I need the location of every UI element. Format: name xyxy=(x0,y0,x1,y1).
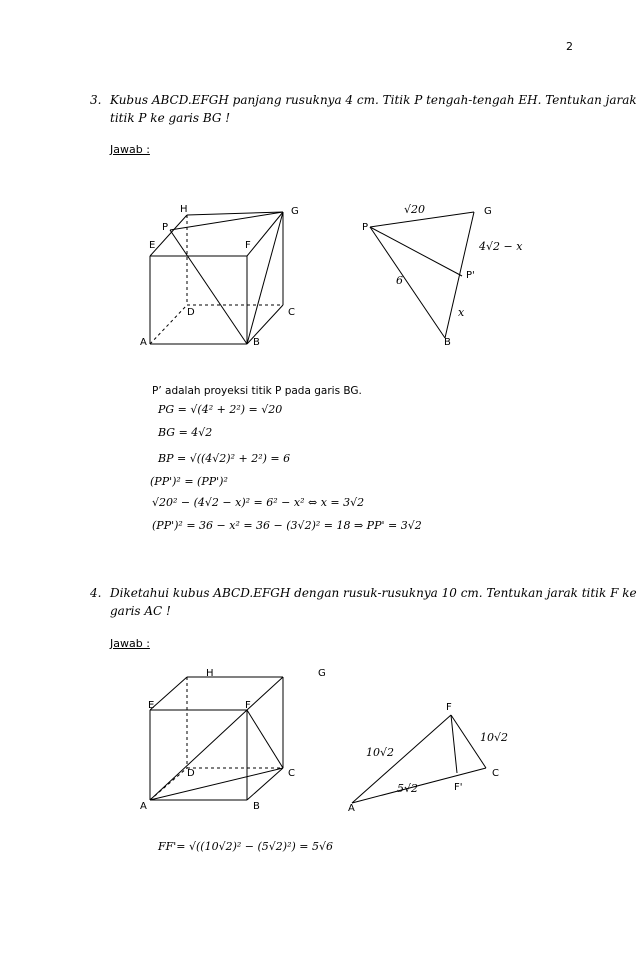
tri1-side-right: 4√2 − x xyxy=(479,240,523,253)
problem-4-answer-label: Jawab : xyxy=(110,637,150,650)
tri2-label-F: F xyxy=(446,702,452,713)
cube1-label-D: D xyxy=(187,307,195,318)
cube2-label-H: H xyxy=(206,668,214,679)
cube2-label-C: C xyxy=(288,768,295,779)
page-number: 2 xyxy=(566,40,573,53)
problem-3-answer-label: Jawab : xyxy=(110,143,150,156)
cube1-label-C: C xyxy=(288,307,295,318)
tri1-side-bottom: x xyxy=(458,306,465,319)
cube2-label-D: D xyxy=(187,768,195,779)
cube1-label-A: A xyxy=(140,337,147,348)
problem-3-number: 3. xyxy=(90,93,102,107)
tri1-side-top: √20 xyxy=(404,203,426,216)
cube-diagram-2 xyxy=(150,677,283,800)
problem-3-text-line2: titik P ke garis BG ! xyxy=(110,111,231,125)
problem-3-step-2: BG = 4√2 xyxy=(158,426,213,439)
cube2-label-A: A xyxy=(140,801,147,812)
cube1-label-E: E xyxy=(149,240,156,251)
tri2-label-A: A xyxy=(348,803,355,814)
problem-4-number: 4. xyxy=(90,586,102,600)
problem-3-step-5: √20² − (4√2 − x)² = 6² − x² ⇔ x = 3√2 xyxy=(152,496,365,509)
tri2-label-C: C xyxy=(492,768,499,779)
cube2-label-F: F xyxy=(245,700,251,711)
problem-3-note: P’ adalah proyeksi titik P pada garis BG. xyxy=(152,385,362,397)
problem-3-step-1: PG = √(4² + 2²) = √20 xyxy=(158,403,283,416)
cube1-label-H: H xyxy=(180,204,188,215)
tri2-side-bottom: 5√2 xyxy=(397,782,419,795)
cube2-label-G: G xyxy=(318,668,326,679)
cube1-label-F: F xyxy=(245,240,251,251)
problem-3-step-4: (PP')² = (PP')² xyxy=(150,475,228,488)
cube1-label-G: G xyxy=(291,206,299,217)
triangle-diagram-2 xyxy=(352,715,486,803)
tri1-label-P: P xyxy=(362,222,369,233)
problem-4-text-line2: garis AC ! xyxy=(110,604,171,618)
problem-3-step-6: (PP')² = 36 − x² = 36 − (3√2)² = 18 ⇒ PP' = 3√2 xyxy=(152,519,422,532)
cube1-label-B: B xyxy=(253,337,260,348)
problem-3-step-3: BP = √((4√2)² + 2²) = 6 xyxy=(158,452,291,465)
triangle-diagram-1 xyxy=(370,212,474,338)
problem-3-text-line1: Kubus ABCD.EFGH panjang rusuknya 4 cm. Titik P tengah-tengah EH. Tentukan jarak xyxy=(110,93,637,107)
tri2-side-left: 10√2 xyxy=(366,746,395,759)
tri2-side-right: 10√2 xyxy=(480,731,509,744)
cube-diagram-1 xyxy=(150,212,283,344)
cube1-label-P: P xyxy=(162,222,169,233)
tri1-label-B: B xyxy=(444,337,451,348)
tri1-label-G: G xyxy=(484,206,492,217)
tri1-label-Pprime: P' xyxy=(466,270,475,281)
tri1-side-left: 6 xyxy=(396,274,403,287)
cube2-label-B: B xyxy=(253,801,260,812)
tri2-label-Fprime: F' xyxy=(454,782,463,793)
problem-4-text-line1: Diketahui kubus ABCD.EFGH dengan rusuk-rusuknya 10 cm. Tentukan jarak titik F ke xyxy=(110,586,637,600)
cube2-label-E: E xyxy=(148,700,155,711)
problem-4-result: FF'= √((10√2)² − (5√2)²) = 5√6 xyxy=(158,840,334,853)
